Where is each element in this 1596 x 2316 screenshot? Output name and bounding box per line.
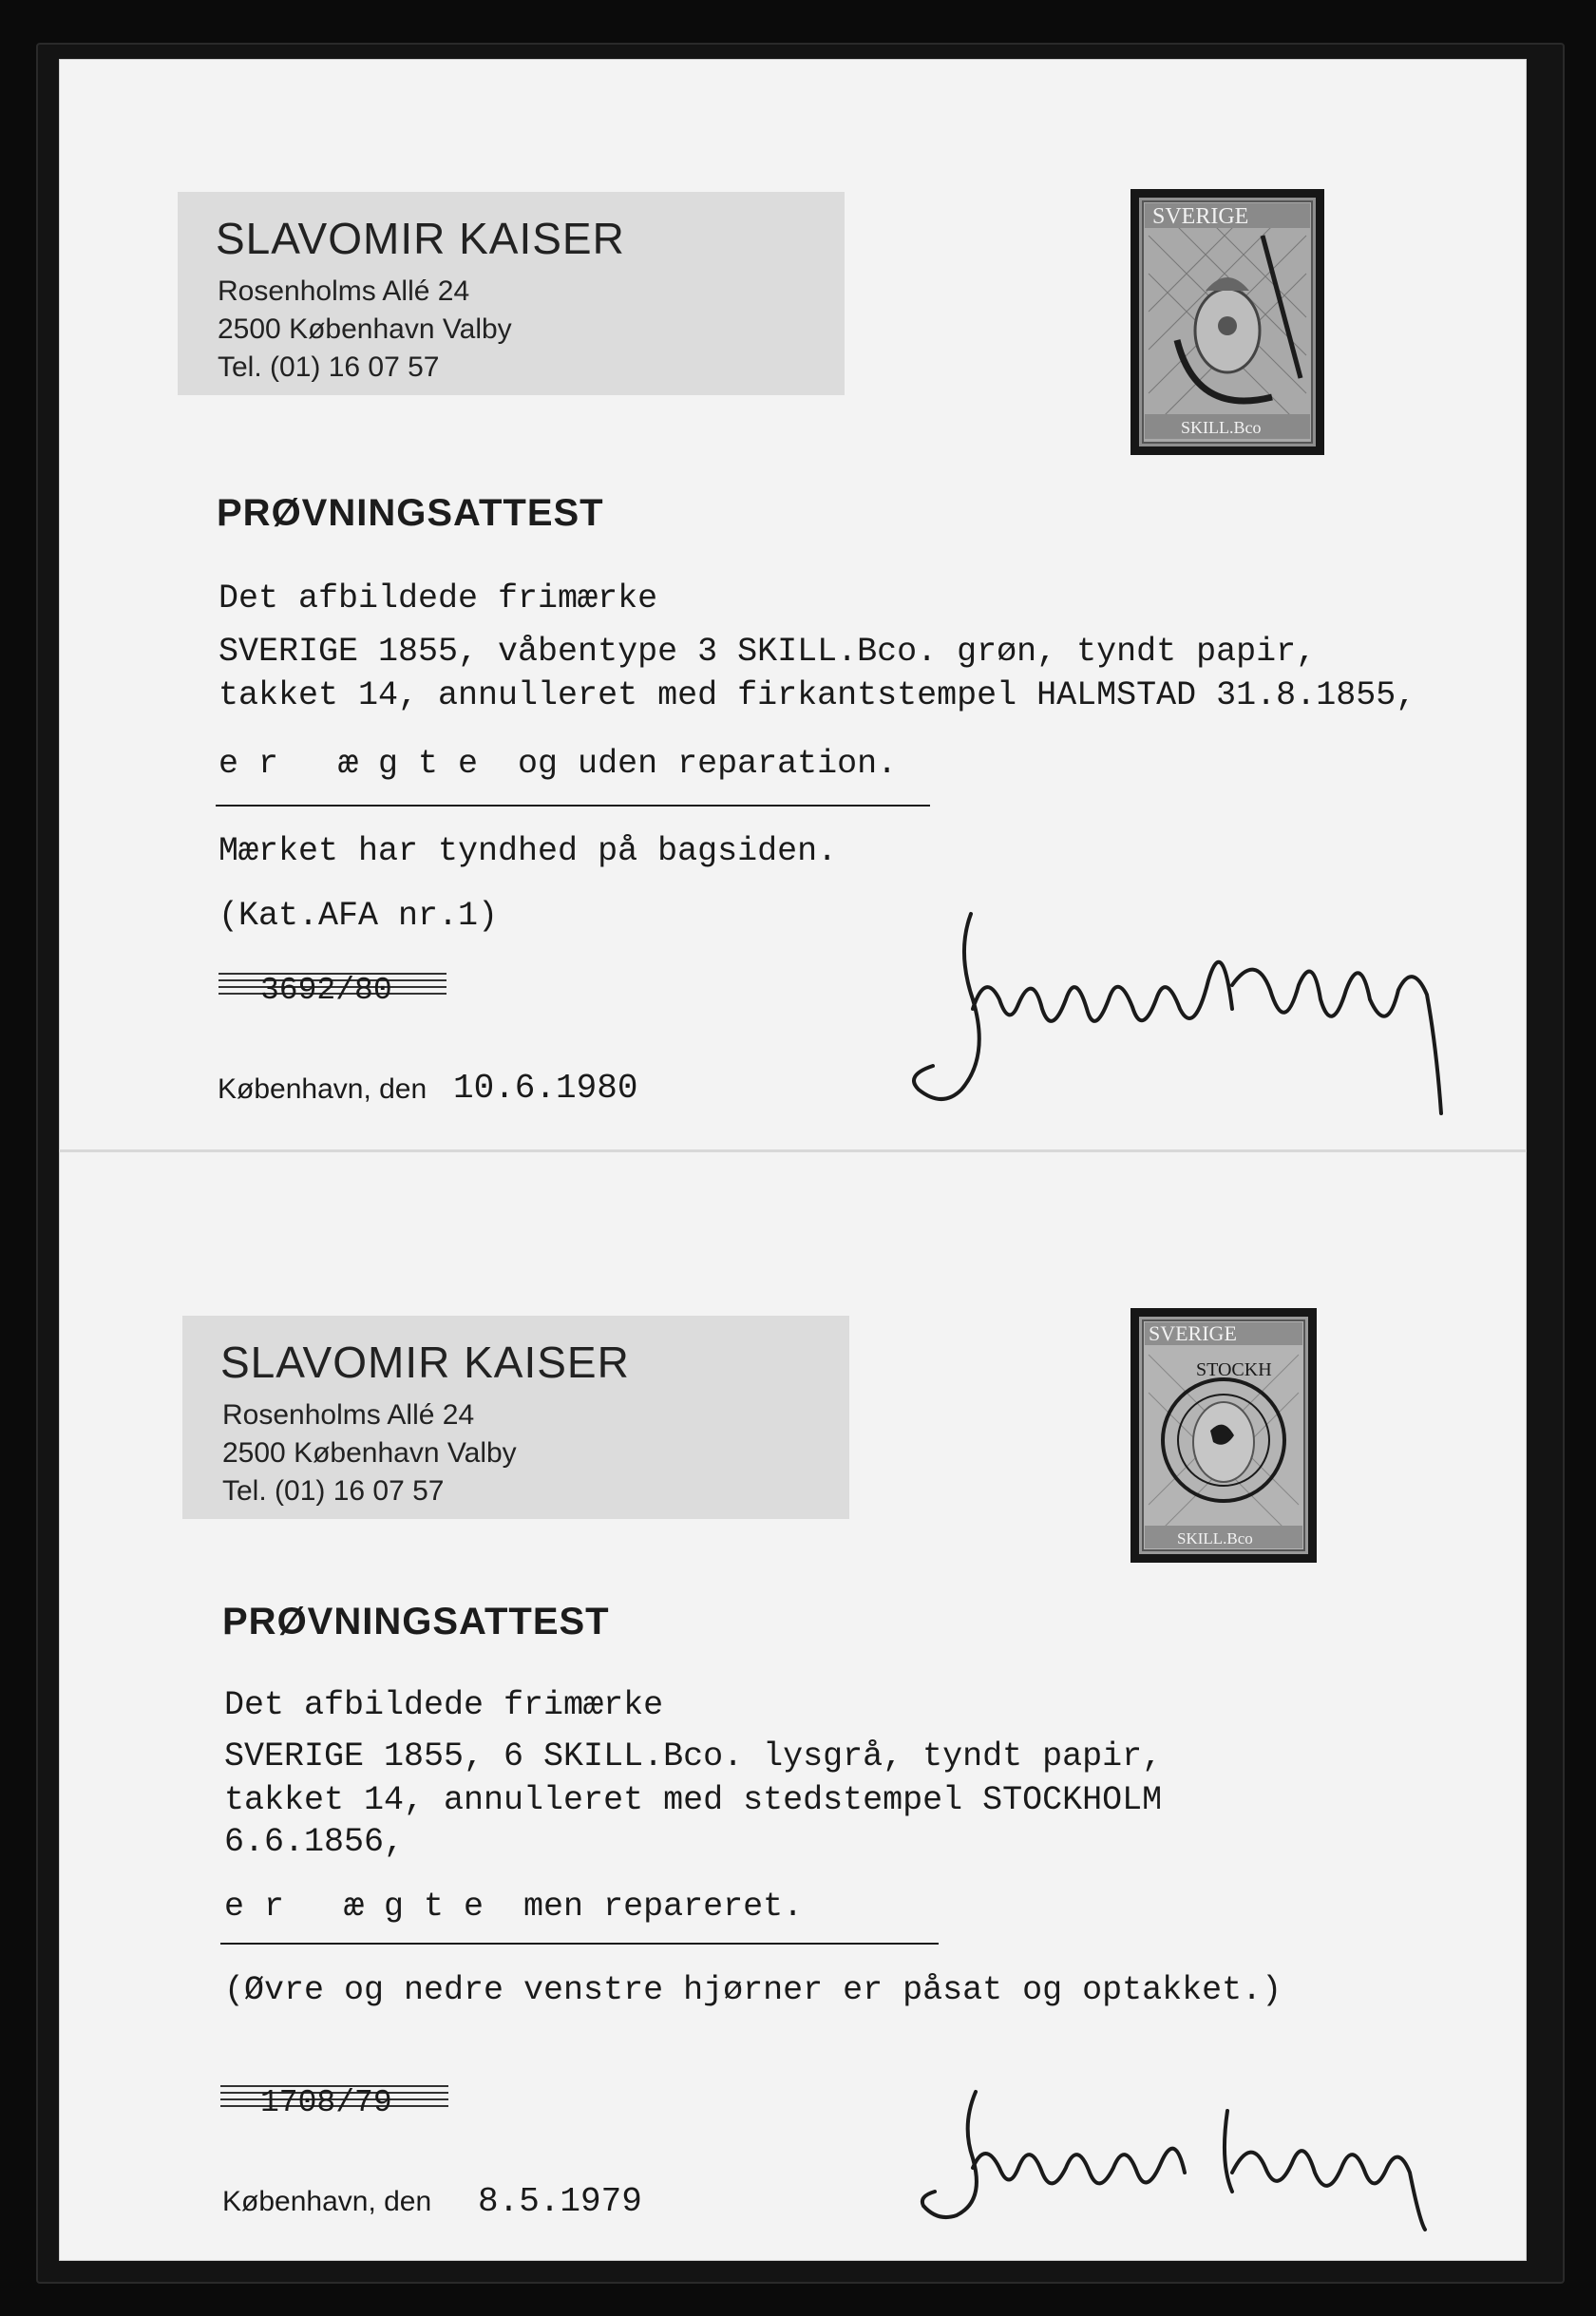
certificate-number: 1708/79 <box>260 2085 392 2120</box>
intro-text: Det afbildede frimærke <box>218 579 658 617</box>
certificate-date: 10.6.1980 <box>453 1069 638 1108</box>
stamp-denomination: SKILL.Bco <box>1177 1529 1253 1547</box>
stamp-denomination: SKILL.Bco <box>1181 418 1262 437</box>
certificate-1 <box>59 59 1527 1147</box>
signature-image <box>866 895 1512 1123</box>
certificate-divider <box>59 1149 1527 1152</box>
issuer-city: 2500 København Valby <box>222 1437 517 1469</box>
issuer-address: Rosenholms Allé 24 <box>222 1399 475 1431</box>
verdict-text: e r æ g t e og uden reparation. <box>218 745 898 783</box>
verdict-underline <box>220 1943 939 1945</box>
svg-text:STOCKH: STOCKH <box>1196 1359 1272 1380</box>
certificate-title: PRØVNINGSATTEST <box>217 492 604 534</box>
issuer-name: SLAVOMIR KAISER <box>220 1338 630 1387</box>
certificate-number: 3692/80 <box>260 973 392 1008</box>
stamp-country: SVERIGE <box>1149 1321 1237 1345</box>
album-page <box>59 59 1527 2261</box>
note-line-1: (Øvre og nedre venstre hjørner er påsat og optakket.) <box>224 1971 1282 2009</box>
description-line-2: takket 14, annulleret med firkantstempel HALMSTAD 31.8.1855, <box>218 676 1416 714</box>
issuer-phone: Tel. (01) 16 07 57 <box>218 351 440 383</box>
note-line-2: (Kat.AFA nr.1) <box>218 897 499 935</box>
issuer-header <box>178 192 845 395</box>
intro-text: Det afbildede frimærke <box>224 1686 664 1724</box>
certificate-2 <box>59 1156 1527 2258</box>
stamp-country: SVERIGE <box>1152 204 1249 229</box>
issuer-address: Rosenholms Allé 24 <box>218 275 470 307</box>
issuer-name: SLAVOMIR KAISER <box>216 214 625 263</box>
place-label: København, den <box>218 1073 428 1105</box>
signature-image <box>866 2078 1493 2239</box>
note-line-1: Mærket har tyndhed på bagsiden. <box>218 832 838 870</box>
certificate-title: PRØVNINGSATTEST <box>222 1601 610 1642</box>
description-line-3: 6.6.1856, <box>224 1823 405 1861</box>
description-line-1: SVERIGE 1855, våbentype 3 SKILL.Bco. grøn, tyndt papir, <box>218 633 1317 671</box>
stamp-illustration <box>1139 198 1316 446</box>
issuer-phone: Tel. (01) 16 07 57 <box>222 1475 445 1507</box>
verdict-text: e r æ g t e men repareret. <box>224 1888 804 1926</box>
verdict-underline <box>216 805 930 807</box>
stamp-image <box>1130 189 1324 455</box>
certificate-date: 8.5.1979 <box>478 2182 642 2221</box>
stamp-image <box>1130 1308 1317 1563</box>
description-line-2: takket 14, annulleret med stedstempel STOCKHOLM <box>224 1781 1163 1819</box>
issuer-city: 2500 København Valby <box>218 313 512 345</box>
stamp-illustration <box>1139 1317 1308 1554</box>
place-label: København, den <box>222 2186 432 2217</box>
description-line-1: SVERIGE 1855, 6 SKILL.Bco. lysgrå, tyndt papir, <box>224 1737 1163 1775</box>
issuer-header <box>182 1316 849 1519</box>
